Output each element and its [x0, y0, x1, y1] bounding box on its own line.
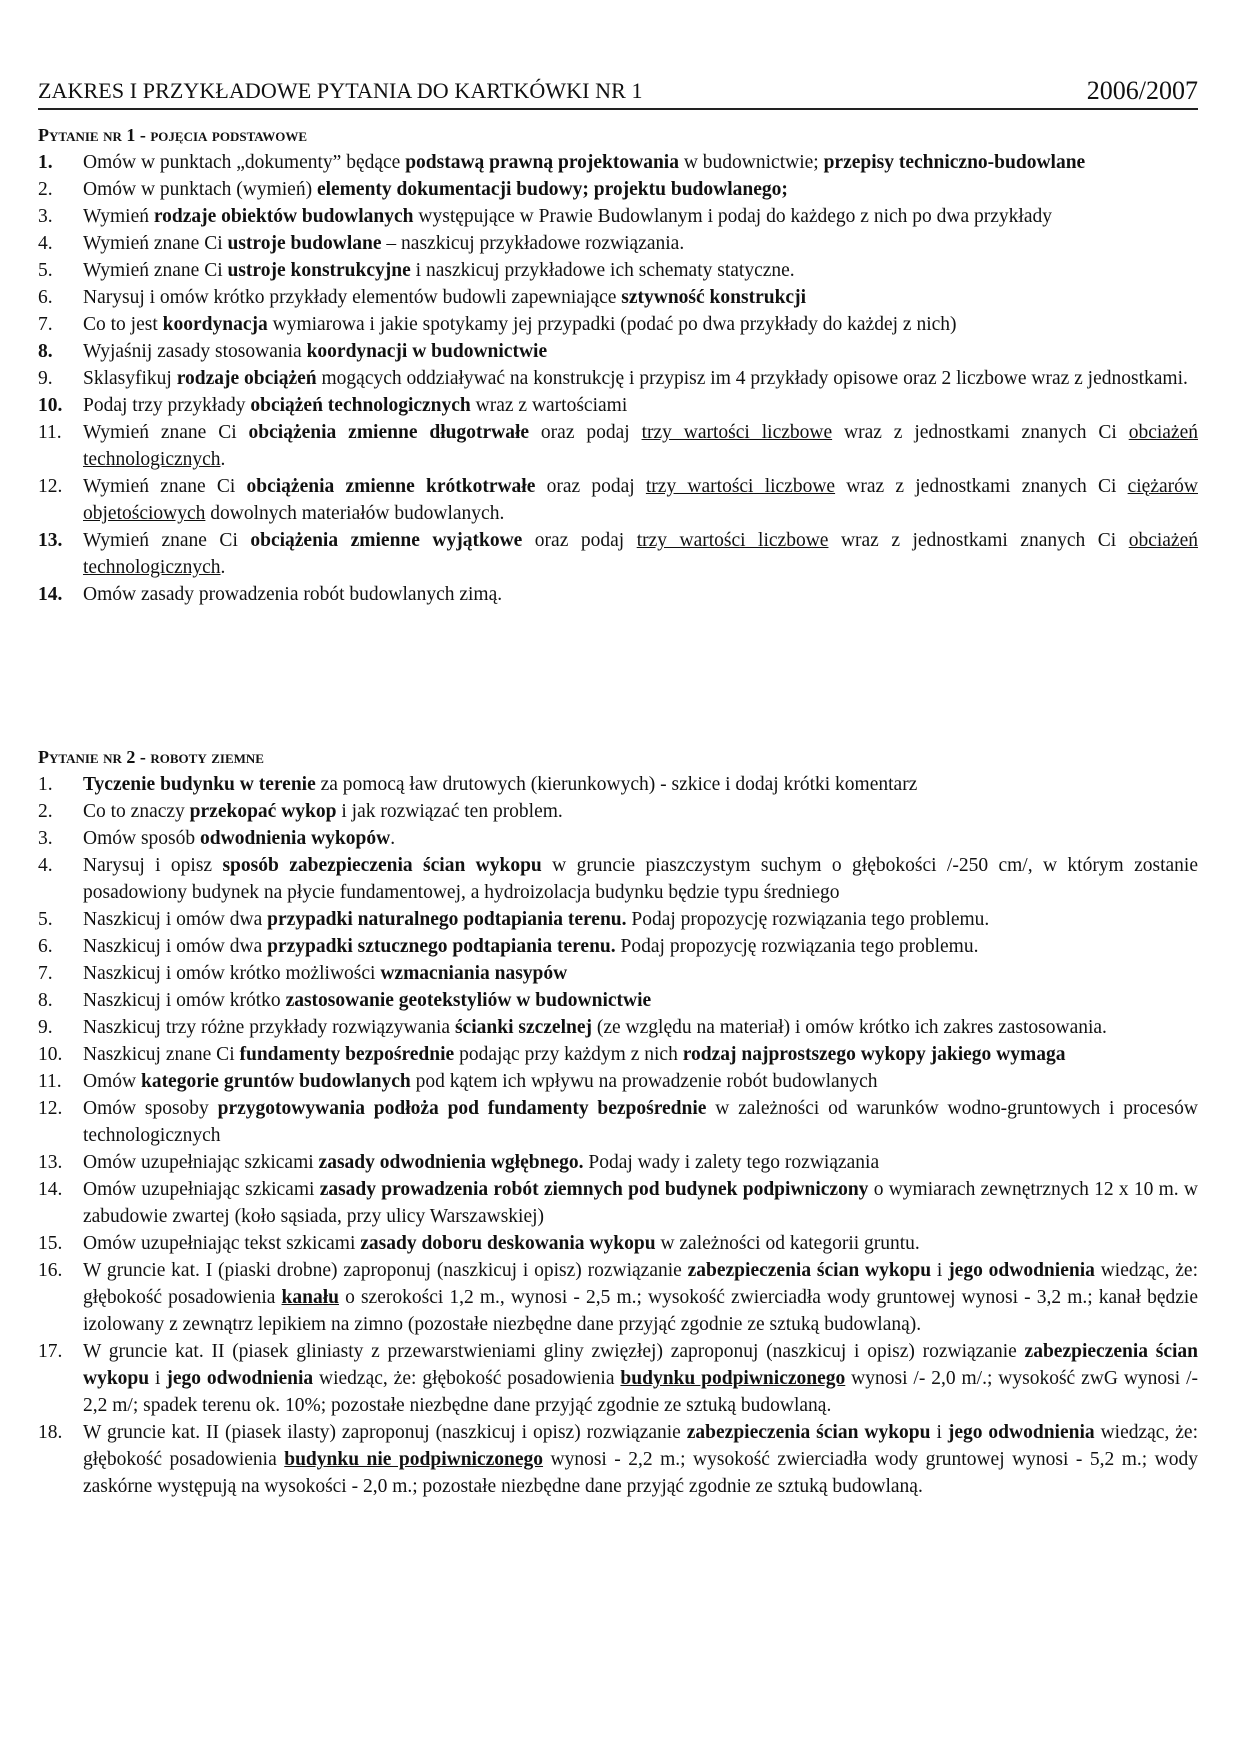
question-item [38, 581, 1198, 608]
question-number: 6. [38, 936, 53, 957]
question-text: mogących oddziaływać na konstrukcję i przypisz im 4 przykłady opisowe oraz 2 liczbowe wraz z jednostkami. [316, 368, 1188, 389]
question-item [38, 798, 1198, 825]
question-keyword: zabezpieczenia ścian wykopu [686, 1422, 931, 1443]
question-item [38, 906, 1198, 933]
question-text: Podaj wady i zalety tego rozwiązania [583, 1152, 880, 1173]
question-text: Omów [83, 1071, 141, 1092]
question-text: o szerokości 1,2 m., wynosi - 2,5 m.; wysokość zwierciadła wody gruntowej wynosi - 3,2 m.; kanał będzie izolowany z zewnątrz lepikiem na zimno (pozostałe niezbędne dane przyjąć zgodnie ze sztuką budowlaną). [83, 1287, 1198, 1335]
question-keyword: przygotowywania podłoża pod fundamenty bezpośrednie [217, 1098, 707, 1119]
question-text: Narysuj i omów krótko przykłady elementów budowli zapewniające [83, 287, 622, 308]
question-item [38, 1176, 1198, 1230]
question-item [38, 419, 1198, 473]
question-keyword: przypadki naturalnego podtapiania terenu. [267, 909, 627, 930]
question-number: 18. [38, 1422, 63, 1443]
question-text: oraz podaj [529, 422, 642, 443]
question-item [38, 825, 1198, 852]
question-text: Naszkicuj i omów dwa [83, 936, 268, 957]
question-text: Wymień znane Ci [83, 530, 251, 551]
question-text: wiedząc, że: głębokość posadowienia [313, 1368, 621, 1389]
question-text: i jak rozwiązać ten problem. [336, 801, 563, 822]
question-text: w zależności od kategorii gruntu. [655, 1233, 920, 1254]
question-keyword: zastosowanie geotekstyliów w budownictwie [285, 990, 652, 1011]
question-text: Naszkicuj znane Ci [83, 1044, 240, 1065]
question-text: Wyjaśnij zasady stosowania [83, 341, 307, 362]
question-text: Omów w punktach (wymień) [83, 179, 317, 200]
question-number: 4. [38, 855, 53, 876]
document-title: ZAKRES I PRZYKŁADOWE PYTANIA DO KARTKÓWKI NR 1 [38, 78, 643, 103]
section-2-questions [38, 771, 1198, 1500]
question-text: W gruncie kat. II (piasek ilasty) zaproponuj (naszkicuj i opisz) rozwiązanie [83, 1422, 687, 1443]
question-number: 14. [38, 584, 63, 605]
academic-year: 2006/2007 [1086, 76, 1198, 105]
question-text: obciażeń technologicznych [83, 422, 1198, 470]
question-keyword: przekopać wykop [189, 801, 337, 822]
question-text: wraz z jednostkami znanych Ci [835, 476, 1128, 497]
question-keyword: kategorie gruntów budowlanych [140, 1071, 411, 1092]
question-text: wynosi - 2,2 m.; wysokość zwierciadła wody gruntowej wynosi - 5,2 m.; wody zaskórne występują na wysokości - 2,0 m.; pozostałe niezbędne dane przyjąć zgodnie ze sztuką budowlaną. [83, 1449, 1198, 1497]
question-text: wiedząc, że: głębokość posadowienia [83, 1422, 1198, 1470]
question-number: 5. [38, 909, 53, 930]
question-number: 9. [38, 368, 53, 389]
question-text: wynosi /- 2,0 m/.; wysokość zwG wynosi /- 2,2 m/; spadek terenu ok. 10%; pozostałe niezbędne dane przyjąć zgodnie ze sztuką budowlaną. [83, 1368, 1198, 1416]
question-number: 3. [38, 828, 53, 849]
question-text: dowolnych materiałów budowlanych. [205, 503, 505, 524]
question-keyword: zabezpieczenia ścian wykopu [687, 1260, 932, 1281]
question-text: podając przy każdym z nich [454, 1044, 683, 1065]
question-text: – naszkicuj przykładowe rozwiązania. [381, 233, 685, 254]
question-keyword: jego odwodnienia [166, 1368, 314, 1389]
question-item [38, 203, 1198, 230]
question-item [38, 960, 1198, 987]
question-text: Wymień znane Ci [83, 233, 228, 254]
question-number: 4. [38, 233, 53, 254]
question-text: Narysuj i opisz [83, 855, 223, 876]
question-item [38, 1068, 1198, 1095]
question-text: i [930, 1422, 948, 1443]
section-2-title: Pytanie nr 2 - roboty ziemne [38, 747, 264, 767]
question-item [38, 1095, 1198, 1149]
question-keyword: zabezpieczenia ścian wykopu [83, 1341, 1199, 1389]
question-item [38, 149, 1198, 176]
question-number: 11. [38, 1071, 62, 1092]
question-text: i [149, 1368, 167, 1389]
question-text: Naszkicuj i omów dwa [83, 909, 268, 930]
question-number: 16. [38, 1260, 63, 1281]
question-text: oraz podaj [522, 530, 637, 551]
question-text: Omów uzupełniając tekst szkicami [83, 1233, 361, 1254]
question-item [38, 1230, 1198, 1257]
question-text: Omów zasady prowadzenia robót budowlanych zimą. [83, 584, 503, 605]
question-number: 14. [38, 1179, 63, 1200]
question-keyword: przypadki sztucznego podtapiania terenu. [267, 936, 616, 957]
question-text: Naszkicuj i omów krótko możliwości [83, 963, 381, 984]
question-keyword: ścianki szczelnej [454, 1017, 592, 1038]
question-text: trzy wartości liczbowe [645, 476, 836, 497]
question-item [38, 1041, 1198, 1068]
question-keyword: fundamenty bezpośrednie [239, 1044, 455, 1065]
question-item [38, 933, 1198, 960]
question-text: o wymiarach zewnętrznych 12 x 10 m. w zabudowie zwartej (koło sąsiada, przy ulicy Warszawskiej) [83, 1179, 1198, 1227]
question-text: i [931, 1260, 949, 1281]
question-number: 1. [38, 152, 53, 173]
question-number: 15. [38, 1233, 63, 1254]
question-item [38, 1149, 1198, 1176]
question-item [38, 230, 1198, 257]
question-keyword: budynku podpiwniczonego [620, 1368, 846, 1389]
question-text: wymiarowa i jakie spotykamy jej przypadki (podać po dwa przykłady do każdej z nich) [267, 314, 957, 335]
question-number: 7. [38, 314, 53, 335]
question-keyword: koordynacji w budownictwie [306, 341, 548, 362]
question-text: Podaj trzy przykłady [83, 395, 251, 416]
question-number: 8. [38, 990, 53, 1011]
question-keyword: sztywność konstrukcji [621, 287, 806, 308]
question-keyword: rodzaje obiektów budowlanych [153, 206, 414, 227]
question-keyword: koordynacja [162, 314, 268, 335]
question-item [38, 987, 1198, 1014]
question-text: Wymień [83, 206, 154, 227]
question-keyword: jego odwodnienia [947, 1422, 1095, 1443]
question-item [38, 473, 1198, 527]
question-text: Sklasyfikuj [83, 368, 177, 389]
question-number: 9. [38, 1017, 53, 1038]
question-number: 13. [38, 530, 63, 551]
question-number: 10. [38, 395, 63, 416]
question-text: w gruncie piaszczystym suchym o głębokości /-250 cm/, w którym zostanie posadowiony budynek na płycie fundamentowej, a hydroizolacja budynku będzie typu średniego [83, 855, 1198, 903]
question-number: 13. [38, 1152, 63, 1173]
question-text: za pomocą ław drutowych (kierunkowych) - szkice i dodaj krótki komentarz [315, 774, 918, 795]
question-keyword: obciążenia zmienne długotrwałe [248, 422, 530, 443]
question-text: oraz podaj [535, 476, 646, 497]
question-text: ciężarów objetościowych [83, 476, 1198, 524]
question-number: 12. [38, 476, 63, 497]
question-text: wraz z jednostkami znanych Ci [832, 422, 1129, 443]
question-text: pod kątem ich wpływu na prowadzenie robót budowlanych [410, 1071, 878, 1092]
question-text: Wymień znane Ci [83, 476, 247, 497]
question-text: Naszkicuj trzy różne przykłady rozwiązywania [83, 1017, 455, 1038]
question-keyword: ustroje budowlane [227, 233, 382, 254]
question-number: 6. [38, 287, 53, 308]
question-keyword: budynku nie podpiwniczonego [284, 1449, 544, 1470]
question-text: Wymień znane Ci [83, 260, 228, 281]
question-item [38, 338, 1198, 365]
question-text: Wymień znane Ci [83, 422, 249, 443]
page-header [38, 74, 1198, 110]
question-number: 5. [38, 260, 53, 281]
question-number: 17. [38, 1341, 63, 1362]
question-keyword: odwodnienia wykopów [200, 828, 391, 849]
question-number: 1. [38, 774, 53, 795]
question-text: trzy wartości liczbowe [636, 530, 829, 551]
question-text: W gruncie kat. I (piaski drobne) zaproponuj (naszkicuj i opisz) rozwiązanie [83, 1260, 688, 1281]
question-text: i naszkicuj przykładowe ich schematy statyczne. [410, 260, 795, 281]
question-text: Naszkicuj i omów krótko [83, 990, 286, 1011]
question-number: 8. [38, 341, 53, 362]
question-text: w budownictwie; [678, 152, 824, 173]
question-item [38, 257, 1198, 284]
question-text: wiedząc, że: głębokość posadowienia [83, 1260, 1198, 1308]
question-keyword: kanału [281, 1287, 339, 1308]
question-keyword: obciążenia zmienne krótkotrwałe [246, 476, 536, 497]
question-item [38, 771, 1198, 798]
question-item [38, 284, 1198, 311]
question-keyword: elementy dokumentacji budowy; projektu budowlanego; [316, 179, 788, 200]
question-keyword: zasady prowadzenia robót ziemnych pod budynek podpiwniczony [319, 1179, 869, 1200]
question-text: występujące w Prawie Budowlanym i podaj do każdego z nich po dwa przykłady [413, 206, 1052, 227]
question-text: w zależności od warunków wodno-gruntowych i procesów technologicznych [83, 1098, 1199, 1146]
question-keyword: sposób zabezpieczenia ścian wykopu [222, 855, 542, 876]
question-item [38, 1338, 1198, 1419]
question-keyword: rodzaje obciążeń [176, 368, 317, 389]
question-item [38, 365, 1198, 392]
question-number: 10. [38, 1044, 63, 1065]
question-text: Co to znaczy [83, 801, 190, 822]
question-text: wraz z jednostkami znanych Ci [828, 530, 1129, 551]
question-text: . [220, 449, 226, 470]
question-keyword: ustroje konstrukcyjne [227, 260, 411, 281]
question-text: Omów sposoby [83, 1098, 218, 1119]
question-item [38, 176, 1198, 203]
question-text: Omów w punktach „dokumenty” będące [83, 152, 406, 173]
question-keyword: jego odwodnienia [948, 1260, 1095, 1281]
question-item [38, 852, 1198, 906]
question-text: Omów uzupełniając szkicami [83, 1179, 320, 1200]
question-keyword: rodzaj najprostszego wykopy jakiego wymaga [682, 1044, 1066, 1065]
question-text: wraz z wartościami [470, 395, 628, 416]
question-text: Omów uzupełniając szkicami [83, 1152, 319, 1173]
question-keyword: zasady odwodnienia wgłębnego. [318, 1152, 584, 1173]
question-keyword: podstawą prawną projektowania [405, 152, 679, 173]
question-keyword: obciążenia zmienne wyjątkowe [250, 530, 523, 551]
question-number: 12. [38, 1098, 63, 1119]
question-number: 2. [38, 801, 53, 822]
question-number: 7. [38, 963, 53, 984]
question-text: Podaj propozycję rozwiązania tego problemu. [615, 936, 979, 957]
section-1-title: Pytanie nr 1 - pojęcia podstawowe [38, 125, 308, 145]
question-item [38, 392, 1198, 419]
question-keyword: obciążeń technologicznych [250, 395, 471, 416]
question-item [38, 1257, 1198, 1338]
question-number: 3. [38, 206, 53, 227]
question-text: obciażeń technologicznych [83, 530, 1198, 578]
question-item [38, 1014, 1198, 1041]
question-text: . [390, 828, 396, 849]
question-text: Omów sposób [83, 828, 201, 849]
question-text: trzy wartości liczbowe [641, 422, 833, 443]
question-keyword: zasady doboru deskowania wykopu [360, 1233, 656, 1254]
question-keyword: Tyczenie budynku w terenie [83, 774, 316, 795]
section-1-questions [38, 149, 1198, 608]
question-text: W gruncie kat. II (piasek gliniasty z przewarstwieniami gliny zwięzłej) zaproponuj (naszkicuj i opisz) rozwiązanie [83, 1341, 1025, 1362]
question-number: 2. [38, 179, 53, 200]
question-text: Co to jest [83, 314, 163, 335]
question-number: 11. [38, 422, 62, 443]
question-item [38, 527, 1198, 581]
question-text: (ze względu na materiał) i omów krótko ich zakres zastosowania. [591, 1017, 1107, 1038]
question-item [38, 311, 1198, 338]
question-text: . [220, 557, 226, 578]
question-keyword: przepisy techniczno-budowlane [823, 152, 1086, 173]
question-text: Podaj propozycję rozwiązania tego problemu. [626, 909, 990, 930]
question-keyword: wzmacniania nasypów [380, 963, 568, 984]
question-item [38, 1419, 1198, 1500]
